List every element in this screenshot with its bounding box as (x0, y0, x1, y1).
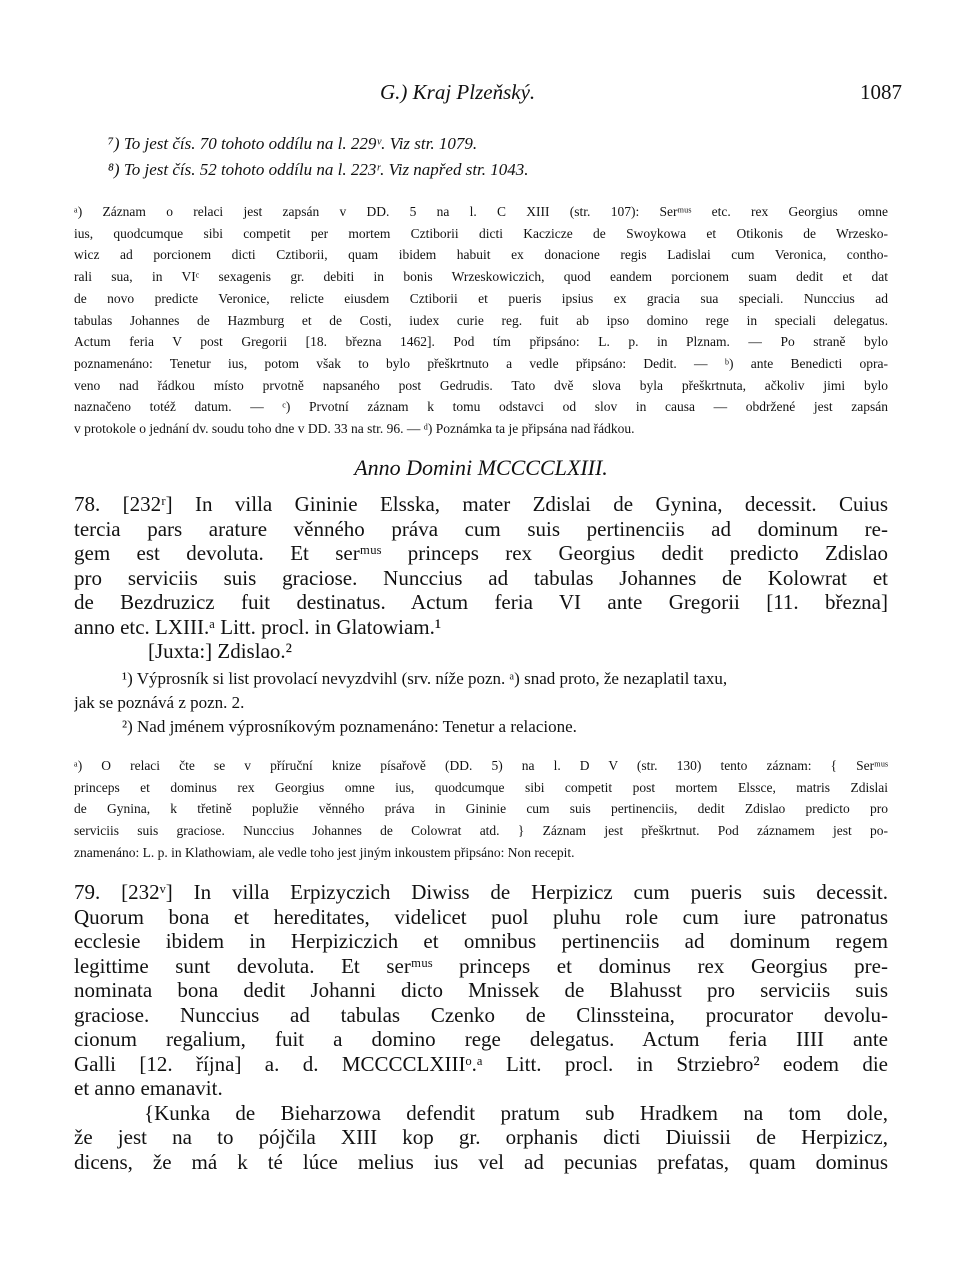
entry-line: že jest na to pójčila XIII kop gr. orphanis dicti Diuissii de Herpizicz, (74, 1125, 888, 1149)
entry-line: cionum regalium, fuit a domino rege delegatus. Actum feria IIII ante (74, 1027, 888, 1051)
apparatus-previous-entry (74, 201, 888, 440)
entry-line: pro serviciis suis graciose. Nunccius ad tabulas Johannes de Kolowrat et (74, 565, 888, 590)
apparatus-line: rali sua, in VIᶜ sexagenis gr. debiti in bonis Wrzeskowiczich, quod eandem porcionem suam dedit et dat (74, 269, 888, 285)
apparatus-line: ius, quodcumque sibi competit per mortem Cztiborii dicti Kaczicze de Swoykowa et Otikonis de Wrzesko- (74, 225, 888, 241)
apparatus-line: veno nad řádkou místo prvotně napsaného post Gedrudis. Tato dvě slova byla přeškrtnuta, ačkoliv jimi bylo (74, 377, 888, 393)
apparatus-line: tabulas Johannes de Hazmburg et de Costi, iudex curie reg. fuit ab ipso domino rege in speciali delegatus. (74, 312, 888, 328)
footnotes-78 (74, 667, 888, 739)
apparatus-line: serviciis suis graciose. Nunccius Johannes de Colowrat atd. } Záznam jest přeškrtnut. Pod záznamem jest po- (74, 823, 888, 839)
entry-line: dicens, že má k té lúce melius ius vel ad pecunias prefatas, quam dominus (74, 1149, 888, 1174)
entry-79 (74, 880, 888, 1174)
entry-line: graciose. Nunccius ad tabulas Czenko de Clinssteina, procurator devolu- (74, 1002, 888, 1027)
apparatus-line: ᵃ) O relaci čte se v příruční knize písařově (DD. 5) na l. D V (str. 130) tento záznam: { Serᵐᵘˢ (74, 758, 888, 773)
footnote-7: ⁷) To jest čís. 70 tohoto oddílu na l. 229ᵛ. Viz str. 1079. (108, 134, 478, 153)
apparatus-line: de novo predicte Veronice, relicte eiusdem Cztiborii et pueris ipsius ex gracia sua speciali. Nunccius ad (74, 290, 888, 306)
top-footnotes (108, 131, 808, 182)
entry-line: et anno emanavit. (74, 1076, 223, 1100)
apparatus-line: v protokole o jednání dv. soudu toho dne v DD. 33 na str. 96. — ᵈ) Poznámka ta je připsána nad řádkou. (74, 421, 635, 437)
apparatus-line: de Gynina, k třetině poplužie věnného práva in Gininie cum suis pertinenciis, dedit Zdislao predicto pro (74, 801, 888, 817)
year-heading: Anno Domini MCCCCLXIII. (354, 455, 608, 480)
page-number: 1087 (860, 80, 902, 104)
entry-line: [Juxta:] Zdislao.² (148, 639, 292, 663)
apparatus-line: znamenáno: L. p. in Klathowiam, ale vedle toho jest jiným inkoustem připsáno: Non recepit. (74, 844, 575, 860)
entry-line: Galli [12. října] a. d. MCCCCLXIIIᵒ.ᵃ Litt. procl. in Strziebro² eodem die (74, 1051, 888, 1076)
entry-line: 78. [232ʳ] In villa Gininie Elsska, mater Zdislai de Gynina, decessit. Cuius (74, 492, 888, 516)
apparatus-line: wicz ad porcionem dicti Cztiborii, quam ibidem habuit ex donacione regis Ladislai cum Veronica, contho- (74, 247, 888, 263)
footnote-8: ⁸) To jest čís. 52 tohoto oddílu na l. 223ʳ. Viz napřed str. 1043. (108, 159, 529, 179)
entry-line: anno etc. LXIII.ᵃ Litt. procl. in Glatowiam.¹ (74, 614, 442, 639)
entry-line: legittime sunt devoluta. Et serᵐᵘˢ princeps et dominus rex Georgius pre- (74, 953, 888, 978)
apparatus-line: poznamenáno: Tenetur ius, potom však to bylo přeškrtnuto a vedle připsáno: Dedit. — ᵇ) ante Benedicti opra- (74, 355, 888, 371)
entry-line: gem est devoluta. Et serᵐᵘˢ princeps rex Georgius dedit predicto Zdislao (74, 541, 888, 565)
entry-line: tercia pars arature věnného práva cum suis pertinenciis ad dominum re- (74, 516, 888, 541)
apparatus-line: naznačeno totéž datum. — ᶜ) Prvotní záznam k tomu odstavci od slov in causa — obdržené jest zapsán (74, 399, 888, 415)
entry-line: {Kunka de Bieharzowa defendit pratum sub Hradkem na tom dole, (144, 1100, 888, 1125)
footnote-1-cont: jak se poznává z pozn. 2. (74, 693, 245, 712)
apparatus-line: ᵃ) Záznam o relaci jest zapsán v DD. 5 na l. C XIII (str. 107): Serᵐᵘˢ etc. rex Georgius omne (74, 204, 888, 219)
entry-line: de Bezdruzicz fuit destinatus. Actum feria VI ante Gregorii [11. března] (74, 590, 888, 614)
apparatus-78 (74, 755, 888, 864)
apparatus-line: Actum feria V post Gregorii [18. března 1462]. Pod tím připsáno: L. p. in Plznam. — Po straně bylo (74, 334, 888, 350)
entry-line: ecclesie ibidem in Herpiziczich et omnibus pertinenciis ad dominum regem (74, 929, 888, 953)
entry-line: 79. [232ᵛ] In villa Erpizyczich Diwiss de Herpizicz cum pueris suis decessit. (74, 880, 888, 904)
apparatus-line: princeps et dominus rex Georgius omne ius, quodcumque sibi competit post mortem Elssce, matris Zdislai (74, 779, 888, 795)
footnote-2: ²) Nad jménem výprosníkovým poznamenáno: Tenetur a relacione. (122, 717, 577, 736)
footnote-1: ¹) Výprosník si list provolací nevyzdvihl (srv. níže pozn. ᵃ) snad proto, že nezaplatil taxu, (122, 669, 728, 688)
entry-line: Quorum bona et hereditates, videlicet puol pluhu role cum iure patronatus (74, 904, 888, 929)
running-title: G.) Kraj Plzeňský. (380, 80, 536, 104)
entry-78 (74, 492, 888, 664)
entry-line: nominata bona dedit Johanni dicto Mnissek de Blahusst pro serviciis suis (74, 978, 888, 1002)
